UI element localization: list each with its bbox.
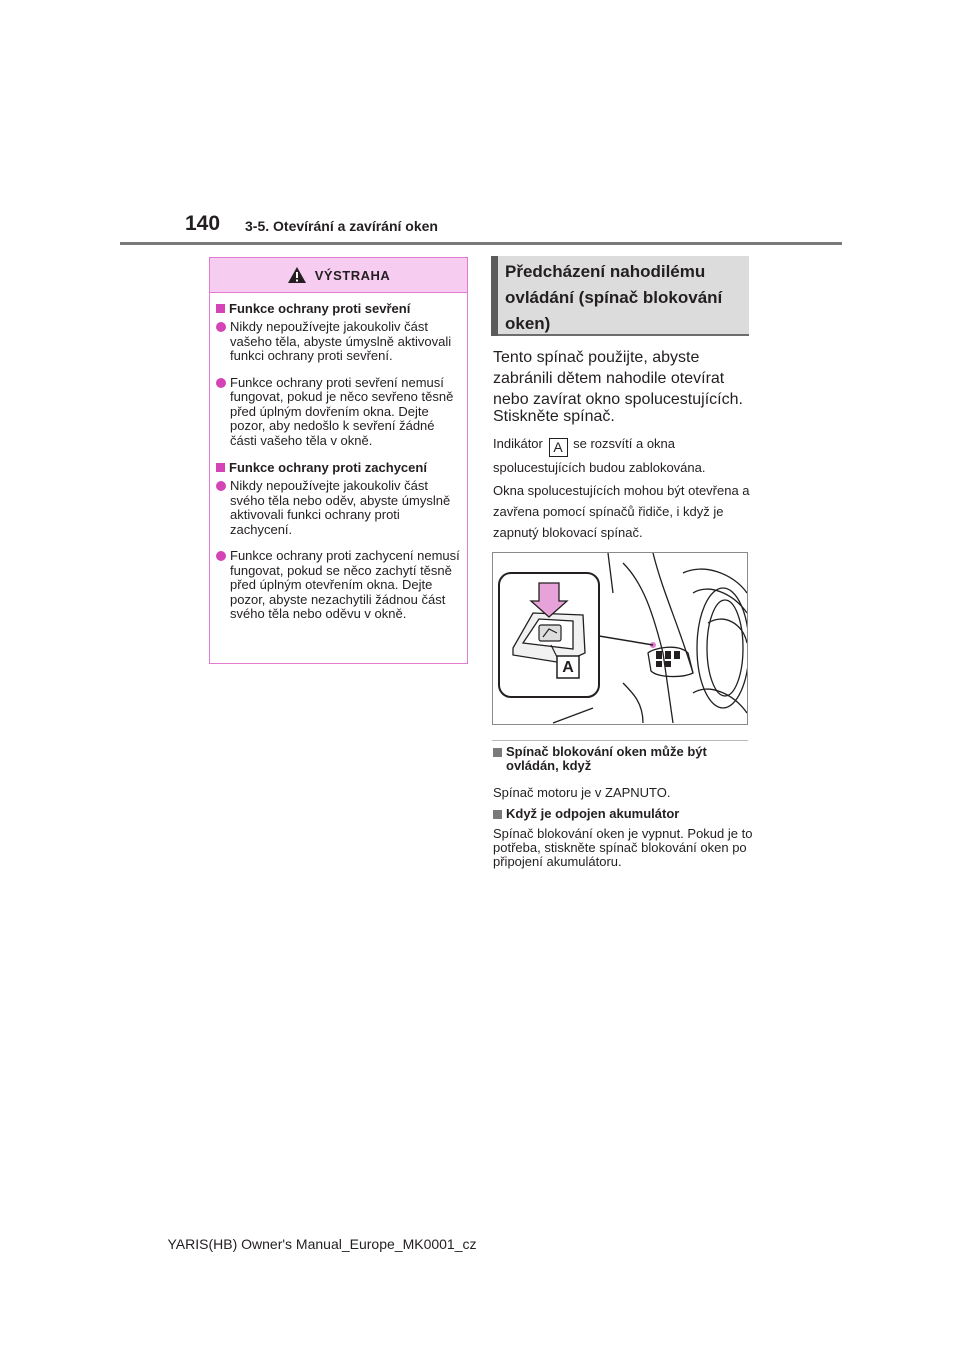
indicator-text-before: Indikátor	[493, 436, 543, 451]
indicator-text-after: se rozsvítí a okna spolucestujících budou zablokována.	[493, 436, 706, 475]
instruction-text: Stiskněte spínač.	[493, 408, 615, 425]
warning-body	[210, 293, 467, 622]
intro-paragraph: Tento spínač použijte, abyste zabránili dětem nahodile otevírat nebo zavírat okno spolucestujících.	[493, 349, 743, 408]
note-heading-operable	[493, 745, 755, 773]
warning-item-text: Nikdy nepoužívejte jakoukoliv část vašeho těla, abyste úmyslně aktivovali funkci ochrany proti sevření.	[230, 319, 452, 363]
section-title: 3-5. Otevírání a zavírání oken	[245, 218, 438, 234]
warning-heading-pinch	[216, 301, 461, 316]
warning-item	[216, 549, 461, 622]
section-heading-line: oken)	[505, 314, 551, 333]
warning-heading-catch	[216, 460, 461, 475]
note-text: Spínač blokování oken je vypnut. Pokud je to potřeba, stiskněte spínač blokování oken po připojení akumulátoru.	[493, 826, 753, 869]
warning-heading-text: Funkce ochrany proti zachycení	[229, 460, 427, 475]
warning-triangle-icon	[287, 266, 307, 284]
warning-header	[210, 258, 467, 293]
warning-item-text: Funkce ochrany proti zachycení nemusí fungovat, pokud se něco zachytí těsně před úplným otevřením okna. Dejte pozor, abyste nezachytili žádnou část svého těla nebo oděvu v okně.	[230, 548, 460, 621]
warning-item-text: Funkce ochrany proti sevření nemusí fungovat, pokud je něco sevřeno těsně před úplným dovřením okna. Dejte pozor, aby nedošlo k sevření žádné části vašeho těla v okně.	[230, 374, 454, 448]
illustration-drawing	[493, 553, 747, 724]
note-paragraph: Okna spolucestujících mohou být otevřena a zavřena pomocí spínačů řidiče, i když je zapnutý blokovací spínač.	[493, 483, 750, 540]
notes-separator	[492, 740, 748, 741]
warning-title: VÝSTRAHA	[314, 267, 391, 283]
warning-item	[216, 376, 461, 449]
page-number: 140	[185, 212, 221, 235]
square-bullet-icon	[493, 810, 502, 819]
warning-item	[216, 320, 461, 364]
note-heading-battery	[493, 807, 755, 821]
square-bullet-icon	[216, 304, 225, 313]
warning-box	[209, 257, 468, 664]
indicator-paragraph	[493, 433, 753, 478]
label-a-box: A	[549, 438, 568, 457]
note-heading-text: Spínač blokování oken může být ovládán, když	[506, 744, 707, 773]
page-footer: YARIS(HB) Owner's Manual_Europe_MK0001_cz	[167, 1236, 477, 1252]
section-heading-line: ovládání (spínač blokování	[505, 288, 723, 307]
warning-item	[216, 479, 461, 537]
round-bullet-icon	[216, 551, 226, 561]
round-bullet-icon	[216, 481, 226, 491]
lock-switch-illustration	[492, 552, 748, 725]
warning-item-text: Nikdy nepoužívejte jakoukoliv část svého těla nebo oděv, abyste úmyslně aktivovali funkci ochrany proti zachycení.	[230, 478, 451, 537]
heading-accent-bar	[491, 256, 498, 336]
section-heading-line: Předcházení nahodilému	[505, 262, 706, 281]
note-text: Spínač motoru je v ZAPNUTO.	[493, 785, 671, 800]
square-bullet-icon	[216, 463, 225, 472]
note-heading-text: Když je odpojen akumulátor	[506, 806, 680, 821]
warning-heading-text: Funkce ochrany proti sevření	[229, 301, 411, 316]
page-header	[0, 0, 960, 250]
round-bullet-icon	[216, 322, 226, 332]
round-bullet-icon	[216, 378, 226, 388]
figure-label-a: A	[562, 659, 574, 676]
header-rule	[120, 242, 842, 245]
section-heading-box	[491, 256, 749, 336]
square-bullet-icon	[493, 748, 502, 757]
